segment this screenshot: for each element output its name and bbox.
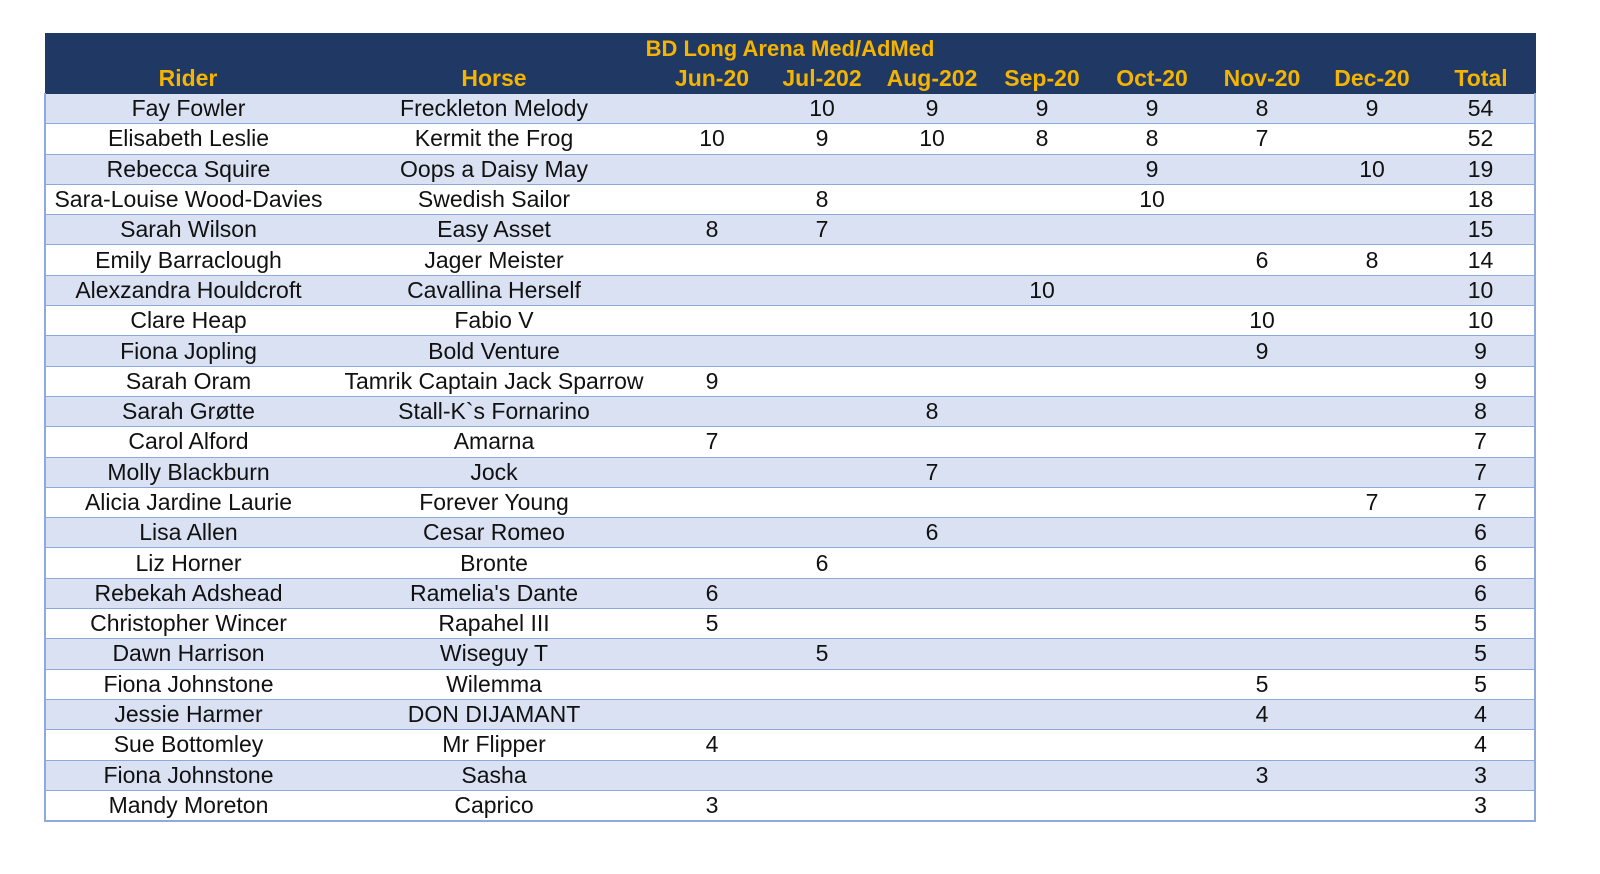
oct-score-cell[interactable]	[1097, 669, 1207, 699]
table-row	[45, 699, 1535, 729]
rider-cell[interactable]: Sarah Grøtte	[45, 396, 331, 426]
table-row	[45, 124, 1535, 154]
dec-score-cell[interactable]: 7	[1317, 487, 1427, 517]
jun-score-cell[interactable]: 6	[657, 578, 767, 608]
sep-score-cell[interactable]	[987, 639, 1097, 669]
jul-score-cell[interactable]	[767, 457, 877, 487]
total-cell[interactable]: 7	[1427, 457, 1535, 487]
jul-score-cell[interactable]	[767, 790, 877, 821]
aug-score-cell[interactable]: 8	[877, 396, 987, 426]
jun-score-cell[interactable]	[657, 699, 767, 729]
oct-score-cell[interactable]	[1097, 639, 1207, 669]
oct-score-cell[interactable]	[1097, 336, 1207, 366]
jul-score-cell[interactable]: 6	[767, 548, 877, 578]
nov-score-cell[interactable]	[1207, 518, 1317, 548]
aug-score-cell[interactable]	[877, 730, 987, 760]
jun-score-cell[interactable]	[657, 396, 767, 426]
sep-score-cell[interactable]	[987, 245, 1097, 275]
table-row	[45, 366, 1535, 396]
jul-score-cell[interactable]: 7	[767, 215, 877, 245]
table-row	[45, 548, 1535, 578]
oct-score-cell[interactable]	[1097, 215, 1207, 245]
oct-score-cell[interactable]	[1097, 790, 1207, 821]
jul-score-cell[interactable]	[767, 427, 877, 457]
nov-score-cell[interactable]: 6	[1207, 245, 1317, 275]
oct-score-cell[interactable]	[1097, 457, 1207, 487]
jul-score-cell[interactable]	[767, 730, 877, 760]
aug-score-cell[interactable]	[877, 699, 987, 729]
nov-score-cell[interactable]	[1207, 275, 1317, 305]
rider-cell[interactable]: Jessie Harmer	[45, 699, 331, 729]
jun-score-cell[interactable]	[657, 245, 767, 275]
jul-score-cell[interactable]	[767, 760, 877, 790]
sep-score-cell[interactable]: 10	[987, 275, 1097, 305]
jun-score-cell[interactable]: 7	[657, 427, 767, 457]
aug-score-cell[interactable]	[877, 548, 987, 578]
horse-cell[interactable]: Mr Flipper	[331, 730, 657, 760]
dec-score-cell[interactable]	[1317, 275, 1427, 305]
nov-score-cell[interactable]	[1207, 730, 1317, 760]
dec-score-cell[interactable]	[1317, 124, 1427, 154]
aug-score-cell[interactable]	[877, 306, 987, 336]
header-horse[interactable]: Horse	[331, 64, 657, 94]
nov-score-cell[interactable]	[1207, 487, 1317, 517]
oct-score-cell[interactable]: 10	[1097, 184, 1207, 214]
jun-score-cell[interactable]	[657, 184, 767, 214]
oct-score-cell[interactable]: 8	[1097, 124, 1207, 154]
table-row	[45, 760, 1535, 790]
total-cell[interactable]: 8	[1427, 396, 1535, 426]
nov-score-cell[interactable]	[1207, 790, 1317, 821]
nov-score-cell[interactable]: 7	[1207, 124, 1317, 154]
jun-score-cell[interactable]	[657, 487, 767, 517]
jul-score-cell[interactable]	[767, 366, 877, 396]
nov-score-cell[interactable]: 9	[1207, 336, 1317, 366]
table-row	[45, 487, 1535, 517]
total-cell[interactable]: 10	[1427, 275, 1535, 305]
jun-score-cell[interactable]	[657, 154, 767, 184]
sep-score-cell[interactable]	[987, 730, 1097, 760]
total-cell[interactable]: 5	[1427, 639, 1535, 669]
total-cell[interactable]: 9	[1427, 336, 1535, 366]
jul-score-cell[interactable]	[767, 306, 877, 336]
total-cell[interactable]: 15	[1427, 215, 1535, 245]
dec-score-cell[interactable]: 8	[1317, 245, 1427, 275]
total-cell[interactable]: 3	[1427, 760, 1535, 790]
dec-score-cell[interactable]	[1317, 669, 1427, 699]
table-row	[45, 94, 1535, 124]
total-cell[interactable]: 18	[1427, 184, 1535, 214]
aug-score-cell[interactable]	[877, 245, 987, 275]
sep-score-cell[interactable]: 8	[987, 124, 1097, 154]
rider-cell[interactable]: Alexzandra Houldcroft	[45, 275, 331, 305]
horse-cell[interactable]: Easy Asset	[331, 215, 657, 245]
jun-score-cell[interactable]	[657, 639, 767, 669]
total-cell[interactable]: 54	[1427, 94, 1535, 124]
sep-score-cell[interactable]	[987, 790, 1097, 821]
total-cell[interactable]: 7	[1427, 487, 1535, 517]
aug-score-cell[interactable]	[877, 639, 987, 669]
nov-score-cell[interactable]	[1207, 215, 1317, 245]
horse-cell[interactable]: Stall-K`s Fornarino	[331, 396, 657, 426]
rider-cell[interactable]: Sarah Oram	[45, 366, 331, 396]
aug-score-cell[interactable]	[877, 578, 987, 608]
sep-score-cell[interactable]	[987, 578, 1097, 608]
oct-score-cell[interactable]	[1097, 730, 1207, 760]
table-row	[45, 518, 1535, 548]
jul-score-cell[interactable]	[767, 396, 877, 426]
nov-score-cell[interactable]	[1207, 578, 1317, 608]
sep-score-cell[interactable]	[987, 669, 1097, 699]
header-sep[interactable]: Sep-20	[987, 64, 1097, 94]
jun-score-cell[interactable]	[657, 548, 767, 578]
horse-cell[interactable]: DON DIJAMANT	[331, 699, 657, 729]
nov-score-cell[interactable]: 5	[1207, 669, 1317, 699]
jul-score-cell[interactable]: 9	[767, 124, 877, 154]
horse-cell[interactable]: Rapahel III	[331, 609, 657, 639]
rider-cell[interactable]: Molly Blackburn	[45, 457, 331, 487]
horse-cell[interactable]: Caprico	[331, 790, 657, 821]
rider-cell[interactable]: Fiona Johnstone	[45, 669, 331, 699]
dec-score-cell[interactable]: 9	[1317, 94, 1427, 124]
dec-score-cell[interactable]	[1317, 306, 1427, 336]
total-cell[interactable]: 6	[1427, 578, 1535, 608]
sep-score-cell[interactable]	[987, 609, 1097, 639]
horse-cell[interactable]: Kermit the Frog	[331, 124, 657, 154]
header-total[interactable]: Total	[1427, 64, 1535, 94]
jun-score-cell[interactable]	[657, 457, 767, 487]
dec-score-cell[interactable]	[1317, 730, 1427, 760]
horse-cell[interactable]: Freckleton Melody	[331, 94, 657, 124]
aug-score-cell[interactable]	[877, 669, 987, 699]
aug-score-cell[interactable]	[877, 427, 987, 457]
sep-score-cell[interactable]	[987, 336, 1097, 366]
rider-cell[interactable]: Rebekah Adshead	[45, 578, 331, 608]
standings-sheet	[44, 33, 1534, 822]
rider-cell[interactable]: Christopher Wincer	[45, 609, 331, 639]
jul-score-cell[interactable]	[767, 578, 877, 608]
table-row	[45, 427, 1535, 457]
dec-score-cell[interactable]	[1317, 396, 1427, 426]
jun-score-cell[interactable]: 10	[657, 124, 767, 154]
oct-score-cell[interactable]	[1097, 760, 1207, 790]
horse-cell[interactable]: Jager Meister	[331, 245, 657, 275]
aug-score-cell[interactable]	[877, 154, 987, 184]
horse-cell[interactable]: Bronte	[331, 548, 657, 578]
table-row	[45, 245, 1535, 275]
horse-cell[interactable]: Wilemma	[331, 669, 657, 699]
horse-cell[interactable]: Forever Young	[331, 487, 657, 517]
header-oct[interactable]: Oct-20	[1097, 64, 1207, 94]
nov-score-cell[interactable]	[1207, 184, 1317, 214]
dec-score-cell[interactable]	[1317, 609, 1427, 639]
total-cell[interactable]: 6	[1427, 518, 1535, 548]
nov-score-cell[interactable]: 10	[1207, 306, 1317, 336]
jul-score-cell[interactable]	[767, 154, 877, 184]
jul-score-cell[interactable]: 5	[767, 639, 877, 669]
nov-score-cell[interactable]	[1207, 154, 1317, 184]
table-row	[45, 730, 1535, 760]
dec-score-cell[interactable]: 10	[1317, 154, 1427, 184]
horse-cell[interactable]: Cesar Romeo	[331, 518, 657, 548]
jun-score-cell[interactable]	[657, 518, 767, 548]
sep-score-cell[interactable]	[987, 184, 1097, 214]
nov-score-cell[interactable]	[1207, 639, 1317, 669]
aug-score-cell[interactable]	[877, 275, 987, 305]
oct-score-cell[interactable]	[1097, 699, 1207, 729]
nov-score-cell[interactable]	[1207, 609, 1317, 639]
oct-score-cell[interactable]	[1097, 487, 1207, 517]
rider-cell[interactable]: Sarah Wilson	[45, 215, 331, 245]
table-row	[45, 184, 1535, 214]
sep-score-cell[interactable]	[987, 366, 1097, 396]
nov-score-cell[interactable]	[1207, 396, 1317, 426]
oct-score-cell[interactable]	[1097, 275, 1207, 305]
oct-score-cell[interactable]	[1097, 578, 1207, 608]
nov-score-cell[interactable]	[1207, 366, 1317, 396]
rider-cell[interactable]: Fiona Johnstone	[45, 760, 331, 790]
aug-score-cell[interactable]: 7	[877, 457, 987, 487]
jul-score-cell[interactable]	[767, 699, 877, 729]
table-row	[45, 639, 1535, 669]
sep-score-cell[interactable]	[987, 487, 1097, 517]
total-cell[interactable]: 7	[1427, 427, 1535, 457]
table-row	[45, 669, 1535, 699]
dec-score-cell[interactable]	[1317, 427, 1427, 457]
total-cell[interactable]: 5	[1427, 669, 1535, 699]
dec-score-cell[interactable]	[1317, 639, 1427, 669]
table-row	[45, 275, 1535, 305]
rider-cell[interactable]: Rebecca Squire	[45, 154, 331, 184]
aug-score-cell[interactable]	[877, 184, 987, 214]
rider-cell[interactable]: Clare Heap	[45, 306, 331, 336]
jun-score-cell[interactable]: 9	[657, 366, 767, 396]
total-cell[interactable]: 6	[1427, 548, 1535, 578]
aug-score-cell[interactable]	[877, 215, 987, 245]
header-rider[interactable]: Rider	[45, 64, 331, 94]
rider-cell[interactable]: Dawn Harrison	[45, 639, 331, 669]
oct-score-cell[interactable]	[1097, 427, 1207, 457]
sep-score-cell[interactable]	[987, 518, 1097, 548]
jun-score-cell[interactable]	[657, 669, 767, 699]
aug-score-cell[interactable]: 9	[877, 94, 987, 124]
total-cell[interactable]: 10	[1427, 306, 1535, 336]
sep-score-cell[interactable]	[987, 306, 1097, 336]
aug-score-cell[interactable]: 10	[877, 124, 987, 154]
jul-score-cell[interactable]	[767, 518, 877, 548]
jul-score-cell[interactable]: 10	[767, 94, 877, 124]
jun-score-cell[interactable]: 8	[657, 215, 767, 245]
nov-score-cell[interactable]	[1207, 457, 1317, 487]
rider-cell[interactable]: Elisabeth Leslie	[45, 124, 331, 154]
total-cell[interactable]: 5	[1427, 609, 1535, 639]
aug-score-cell[interactable]	[877, 790, 987, 821]
sep-score-cell[interactable]	[987, 215, 1097, 245]
table-row	[45, 457, 1535, 487]
header-row	[45, 64, 1535, 94]
total-cell[interactable]: 19	[1427, 154, 1535, 184]
oct-score-cell[interactable]	[1097, 245, 1207, 275]
horse-cell[interactable]: Amarna	[331, 427, 657, 457]
dec-score-cell[interactable]	[1317, 215, 1427, 245]
rider-cell[interactable]: Liz Horner	[45, 548, 331, 578]
horse-cell[interactable]: Bold Venture	[331, 336, 657, 366]
jun-score-cell[interactable]	[657, 760, 767, 790]
dec-score-cell[interactable]	[1317, 336, 1427, 366]
sep-score-cell[interactable]	[987, 396, 1097, 426]
total-cell[interactable]: 52	[1427, 124, 1535, 154]
total-cell[interactable]: 4	[1427, 699, 1535, 729]
dec-score-cell[interactable]	[1317, 457, 1427, 487]
rider-cell[interactable]: Fay Fowler	[45, 94, 331, 124]
jun-score-cell[interactable]	[657, 336, 767, 366]
table-body	[45, 94, 1535, 822]
oct-score-cell[interactable]	[1097, 518, 1207, 548]
nov-score-cell[interactable]: 3	[1207, 760, 1317, 790]
table-row	[45, 790, 1535, 821]
table-row	[45, 336, 1535, 366]
jul-score-cell[interactable]	[767, 487, 877, 517]
jun-score-cell[interactable]	[657, 306, 767, 336]
sep-score-cell[interactable]	[987, 427, 1097, 457]
dec-score-cell[interactable]	[1317, 366, 1427, 396]
rider-cell[interactable]: Lisa Allen	[45, 518, 331, 548]
dec-score-cell[interactable]	[1317, 578, 1427, 608]
total-cell[interactable]: 14	[1427, 245, 1535, 275]
header-aug[interactable]: Aug-202	[877, 64, 987, 94]
aug-score-cell[interactable]	[877, 609, 987, 639]
nov-score-cell[interactable]	[1207, 548, 1317, 578]
oct-score-cell[interactable]	[1097, 548, 1207, 578]
table-row	[45, 396, 1535, 426]
rider-cell[interactable]: Alicia Jardine Laurie	[45, 487, 331, 517]
horse-cell[interactable]: Jock	[331, 457, 657, 487]
sep-score-cell[interactable]	[987, 699, 1097, 729]
jul-score-cell[interactable]: 8	[767, 184, 877, 214]
dec-score-cell[interactable]	[1317, 184, 1427, 214]
nov-score-cell[interactable]: 4	[1207, 699, 1317, 729]
header-nov[interactable]: Nov-20	[1207, 64, 1317, 94]
sep-score-cell[interactable]	[987, 154, 1097, 184]
jun-score-cell[interactable]: 3	[657, 790, 767, 821]
dec-score-cell[interactable]	[1317, 518, 1427, 548]
jul-score-cell[interactable]	[767, 609, 877, 639]
header-dec[interactable]: Dec-20	[1317, 64, 1427, 94]
jul-score-cell[interactable]	[767, 275, 877, 305]
horse-cell[interactable]: Swedish Sailor	[331, 184, 657, 214]
oct-score-cell[interactable]: 9	[1097, 94, 1207, 124]
aug-score-cell[interactable]	[877, 487, 987, 517]
aug-score-cell[interactable]	[877, 336, 987, 366]
jul-score-cell[interactable]	[767, 669, 877, 699]
nov-score-cell[interactable]	[1207, 427, 1317, 457]
standings-table	[44, 33, 1536, 822]
sep-score-cell[interactable]	[987, 457, 1097, 487]
oct-score-cell[interactable]	[1097, 366, 1207, 396]
dec-score-cell[interactable]	[1317, 699, 1427, 729]
jun-score-cell[interactable]	[657, 275, 767, 305]
dec-score-cell[interactable]	[1317, 790, 1427, 821]
table-row	[45, 578, 1535, 608]
nov-score-cell[interactable]: 8	[1207, 94, 1317, 124]
table-row	[45, 306, 1535, 336]
table-row	[45, 609, 1535, 639]
horse-cell[interactable]: Sasha	[331, 760, 657, 790]
header-jun[interactable]: Jun-20	[657, 64, 767, 94]
header-jul[interactable]: Jul-202	[767, 64, 877, 94]
rider-cell[interactable]: Emily Barraclough	[45, 245, 331, 275]
aug-score-cell[interactable]	[877, 366, 987, 396]
jul-score-cell[interactable]	[767, 245, 877, 275]
horse-cell[interactable]: Oops a Daisy May	[331, 154, 657, 184]
oct-score-cell[interactable]	[1097, 306, 1207, 336]
oct-score-cell[interactable]	[1097, 609, 1207, 639]
aug-score-cell[interactable]	[877, 760, 987, 790]
horse-cell[interactable]: Ramelia's Dante	[331, 578, 657, 608]
total-cell[interactable]: 4	[1427, 730, 1535, 760]
jun-score-cell[interactable]	[657, 94, 767, 124]
jun-score-cell[interactable]: 4	[657, 730, 767, 760]
total-cell[interactable]: 9	[1427, 366, 1535, 396]
oct-score-cell[interactable]	[1097, 396, 1207, 426]
aug-score-cell[interactable]: 6	[877, 518, 987, 548]
horse-cell[interactable]: Cavallina Herself	[331, 275, 657, 305]
horse-cell[interactable]: Tamrik Captain Jack Sparrow	[331, 366, 657, 396]
sep-score-cell[interactable]	[987, 548, 1097, 578]
rider-cell[interactable]: Mandy Moreton	[45, 790, 331, 821]
rider-cell[interactable]: Sue Bottomley	[45, 730, 331, 760]
rider-cell[interactable]: Fiona Jopling	[45, 336, 331, 366]
rider-cell[interactable]: Sara-Louise Wood-Davies	[45, 184, 331, 214]
rider-cell[interactable]: Carol Alford	[45, 427, 331, 457]
table-row	[45, 215, 1535, 245]
horse-cell[interactable]: Fabio V	[331, 306, 657, 336]
dec-score-cell[interactable]	[1317, 548, 1427, 578]
table-title: BD Long Arena Med/AdMed	[45, 34, 1535, 64]
oct-score-cell[interactable]: 9	[1097, 154, 1207, 184]
sep-score-cell[interactable]	[987, 760, 1097, 790]
total-cell[interactable]: 3	[1427, 790, 1535, 821]
horse-cell[interactable]: Wiseguy T	[331, 639, 657, 669]
jul-score-cell[interactable]	[767, 336, 877, 366]
dec-score-cell[interactable]	[1317, 760, 1427, 790]
jun-score-cell[interactable]: 5	[657, 609, 767, 639]
sep-score-cell[interactable]: 9	[987, 94, 1097, 124]
table-row	[45, 154, 1535, 184]
